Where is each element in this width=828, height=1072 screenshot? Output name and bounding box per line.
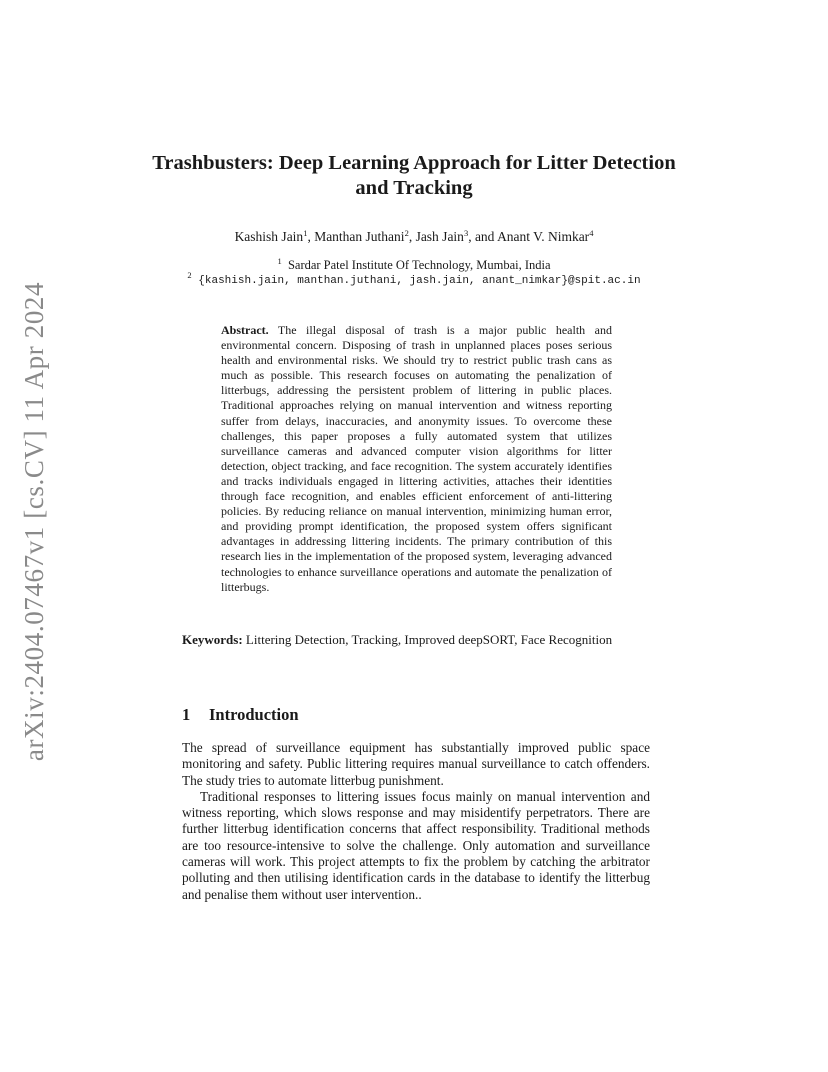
- author-separator: ,: [307, 229, 315, 244]
- affiliation: [150, 258, 678, 273]
- email-mark: 2: [187, 270, 192, 280]
- author-name: Anant V. Nimkar: [497, 229, 590, 244]
- section-heading: [182, 705, 299, 725]
- affiliation-text: Sardar Patel Institute Of Technology, Mumbai, India: [287, 258, 551, 272]
- arxiv-identifier-text: arXiv:2404.07467v1 [cs.CV] 11 Apr 2024: [19, 281, 50, 761]
- keywords: [182, 631, 650, 648]
- paragraph: Traditional responses to littering issues focus mainly on manual intervention and witness reporting, which slows response and may misidentify perpetrators. There are further litterbug identification concerns that affect responsibility. Traditional methods are too resource-intensive to solve the challenge. Only automation and surveillance cameras will work. This project attempts to fix the problem by catching the arbitrator polluting and then utilising identification cards in the database to identify the litterbug and penalise them without user intervention..: [182, 788, 650, 902]
- paper-title: Trashbusters: Deep Learning Approach for Litter Detection and Tracking: [152, 152, 676, 199]
- author-name: Manthan Juthani: [314, 229, 405, 244]
- email-text: {kashish.jain, manthan.juthani, jash.jain, anant_nimkar}@spit.ac.in: [198, 275, 641, 287]
- paragraph: The spread of surveillance equipment has substantially improved public space monitoring and safety. Public littering requires manual surveillance to catch offenders. The study tries to automate litterbug punishment.: [182, 740, 650, 788]
- section-title: Introduction: [209, 705, 299, 724]
- keywords-label: Keywords:: [182, 632, 243, 647]
- affiliation-mark: 1: [277, 256, 282, 266]
- arxiv-identifier: [13, 281, 57, 761]
- abstract-text: The illegal disposal of trash is a major public health and environmental concern. Disposing of trash in unplanned places poses serious health and environmental risks. We should try to restrict public trash cans as much as possible. This research focuses on automating the penalization of litterbugs, addressing the persistent problem of littering in public places. Traditional approaches relying on manual intervention and witness reporting suffer from delays, inaccuracies, and anonymity issues. To overcome these challenges, this paper proposes a fully automated system that utilizes surveillance cameras and advanced computer vision algorithms for litter detection, object tracking, and face recognition. The system accurately identifies and tracks individuals engaged in littering activities, attaches their identities through face recognition, and enables efficient enforcement of anti-littering policies. By reducing reliance on manual intervention, minimizing human error, and providing prompt identification, the proposed system offers significant advantages in addressing littering incidents. The primary contribution of this research lies in the implementation of the proposed system, leveraging advanced technologies to enhance surveillance operations and automate the penalization of litterbugs.: [221, 323, 612, 594]
- author-mark: 1: [303, 228, 308, 238]
- introduction-body: [182, 740, 650, 903]
- author-mark: 2: [404, 228, 409, 238]
- author-list: [150, 229, 678, 245]
- author-mark: 4: [589, 228, 594, 238]
- author-conjunction: , and: [468, 229, 498, 244]
- abstract-label: Abstract.: [221, 323, 269, 337]
- abstract: [221, 323, 612, 595]
- author-emails: [150, 270, 678, 287]
- section-number: 1: [182, 705, 191, 724]
- author-separator: ,: [408, 229, 416, 244]
- keywords-text: Littering Detection, Tracking, Improved deepSORT, Face Recognition: [245, 632, 613, 647]
- author-name: Jash Jain: [415, 229, 464, 244]
- author-name: Kashish Jain: [234, 229, 304, 244]
- author-mark: 3: [463, 228, 469, 238]
